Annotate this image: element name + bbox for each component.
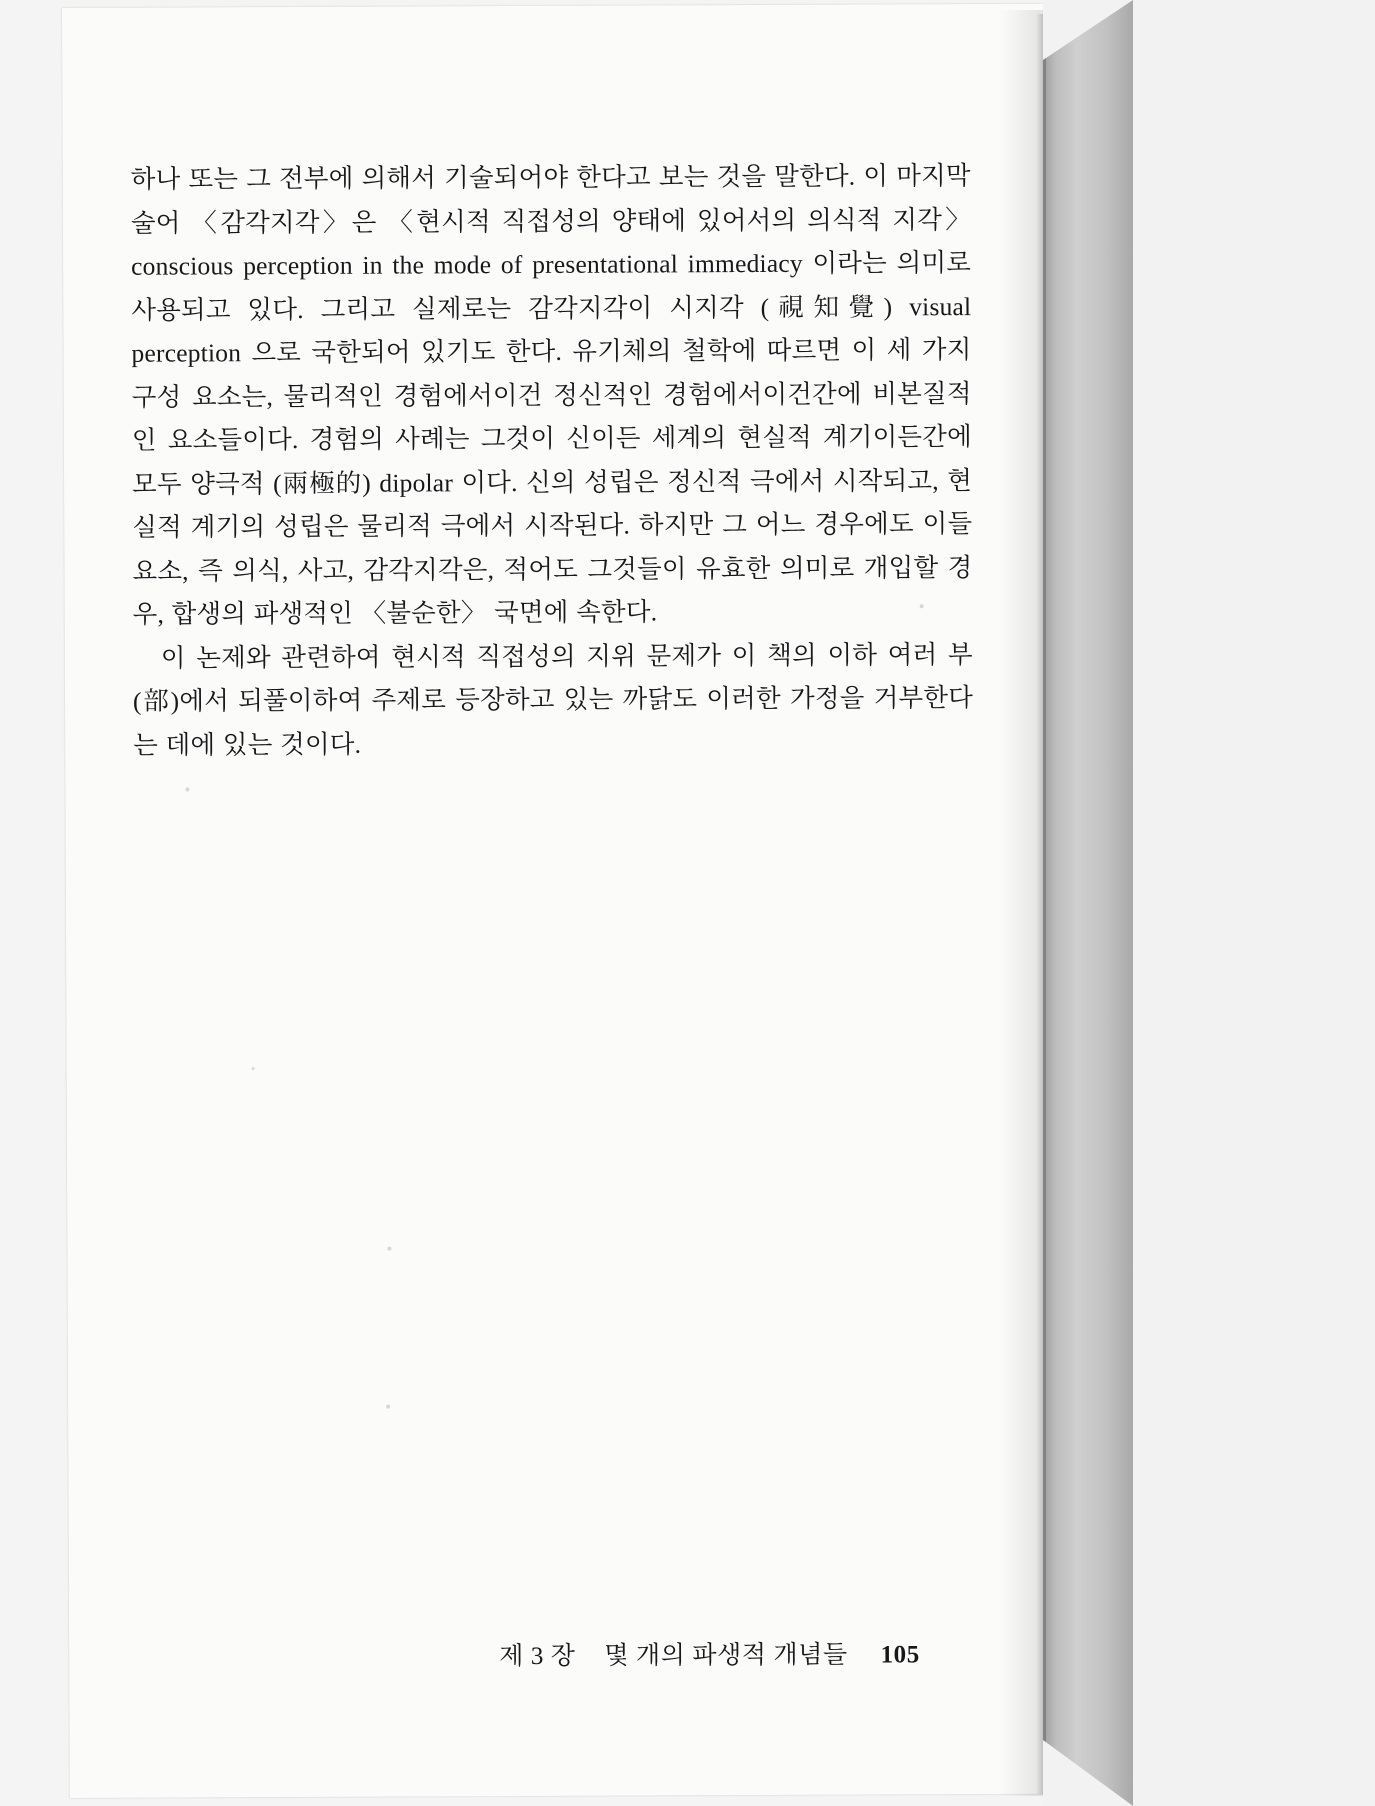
running-footer bbox=[499, 1634, 1019, 1672]
book-gutter bbox=[1043, 0, 1133, 1806]
scan-background-right bbox=[1133, 0, 1375, 1806]
book-gutter-crease bbox=[1036, 14, 1046, 1794]
scan-speck bbox=[252, 1067, 255, 1070]
scan-speck bbox=[386, 1405, 390, 1409]
footer-chapter: 제 3 장 bbox=[499, 1642, 576, 1671]
page-text-body bbox=[131, 154, 974, 767]
scan-speck bbox=[387, 1247, 391, 1251]
footer-title: 몇 개의 파생적 개념들 bbox=[604, 1641, 848, 1670]
page-number: 105 bbox=[880, 1641, 920, 1669]
page-sheet bbox=[62, 4, 1055, 1798]
paragraph-2: 이 논제와 관련하여 현시적 직접성의 지위 문제가 이 책의 이하 여러 부(部)에서 되풀이하여 주제로 등장하고 있는 까닭도 이러한 가정을 거부한다는 데에 있는 것이다. bbox=[132, 639, 974, 760]
paragraph-1: 하나 또는 그 전부에 의해서 기술되어야 한다고 보는 것을 말한다. 이 마지막 술어 〈감각지각〉은 〈현시적 직접성의 양태에 있어서의 의식적 지각〉 conscious perception in the mode of presentational immediacy 이라는 의미로 사용되고 있다. 그리고 실제로는 감각지각이 시지각 (視知覺) visual perception 으로 국한되어 있기도 한다. 유기체의 철학에 따르면 이 세 가지 구성 요소는, 물리적인 경험에서이건 정신적인 경험에서이건간에 비본질적인 요소들이다. 경험의 사례는 그것이 신이든 세계의 현실적 계기이든간에 모두 양극적 (兩極的) dipolar 이다. 신의 성립은 정신적 극에서 시작되고, 현실적 계기의 성립은 물리적 극에서 시작된다. 하지만 그 어느 경우에도 이들 요소, 즉 의식, 사고, 감각지각은, 적어도 그것들이 유효한 의미로 개입할 경우, 합생의 파생적인 〈불순한〉 국면에 속한다. bbox=[130, 161, 973, 629]
scan-speck bbox=[185, 787, 189, 791]
